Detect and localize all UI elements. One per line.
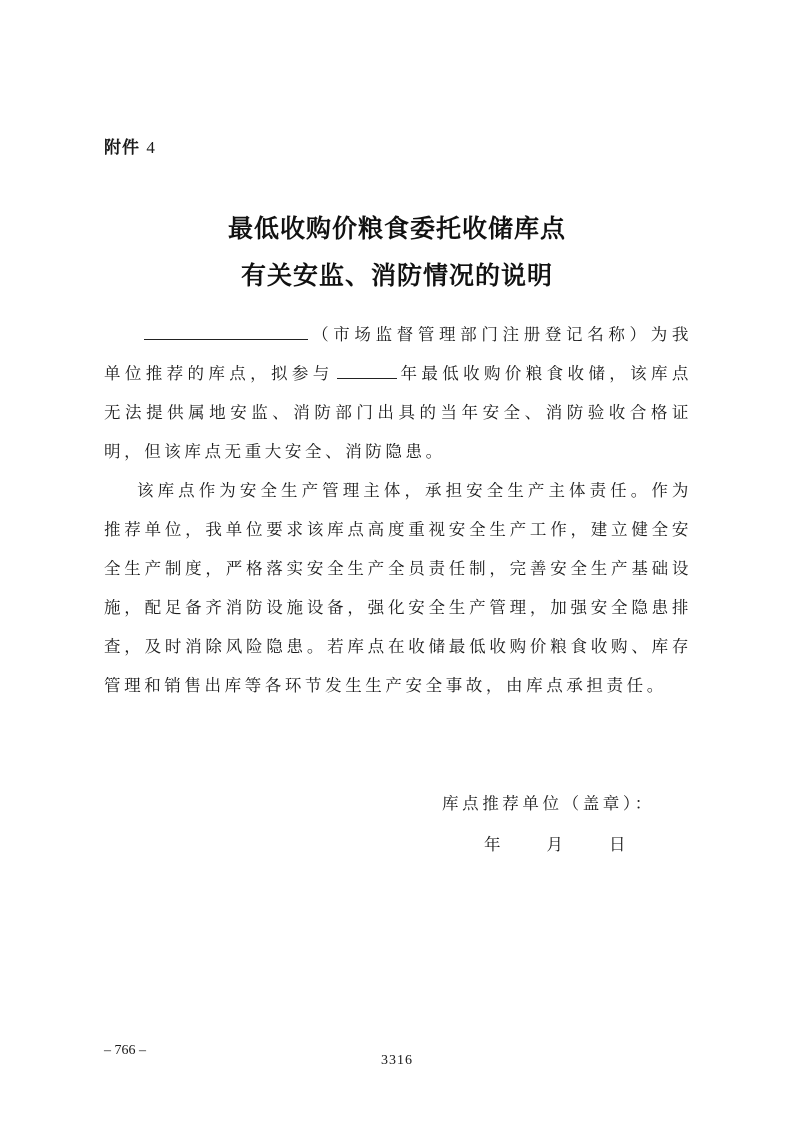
signature-date: [484, 831, 626, 855]
document-title-line2: 有关安监、消防情况的说明: [240, 261, 553, 290]
date-day: 日: [609, 835, 626, 854]
document-number: 3316: [381, 1053, 413, 1068]
attachment-text: 附件: [104, 138, 140, 158]
paragraph-1: [104, 315, 692, 471]
page-number: – 766 –: [104, 1043, 146, 1058]
document-body: [104, 315, 692, 705]
attachment-number: 4: [146, 138, 156, 157]
paragraph-1-part2: 年最低收购价粮食收储，该库点无法提供属地安监、消防部门出具的当年安全、消防验收合格证明，但该库点无重大安全、消防隐患。: [104, 364, 692, 461]
attachment-label: [104, 133, 156, 158]
signature-label: 库点推荐单位（盖章）：: [442, 794, 655, 813]
date-month: 月: [546, 835, 563, 854]
registered-name-blank: [144, 323, 308, 341]
paragraph-2: 该库点作为安全生产管理主体，承担安全生产主体责任。作为推荐单位，我单位要求该库点高度重视安全生产工作，建立健全安全生产制度，严格落实安全生产全员责任制，完善安全生产基础设施，配足备齐消防设施设备，强化安全生产管理，加强安全隐患排查，及时消除风险隐患。若库点在收储最低收购价粮食收购、库存管理和销售出库等各环节发生生产安全事故，由库点承担责任。: [104, 481, 692, 695]
year-blank: [337, 362, 397, 380]
document-title-line1: 最低收购价粮食委托收储库点: [227, 214, 566, 243]
paragraph-1-part1: （市场监督管理部门注册登记名称）为我单位推荐的库点，拟参与: [104, 325, 692, 383]
date-year: 年: [484, 835, 501, 854]
